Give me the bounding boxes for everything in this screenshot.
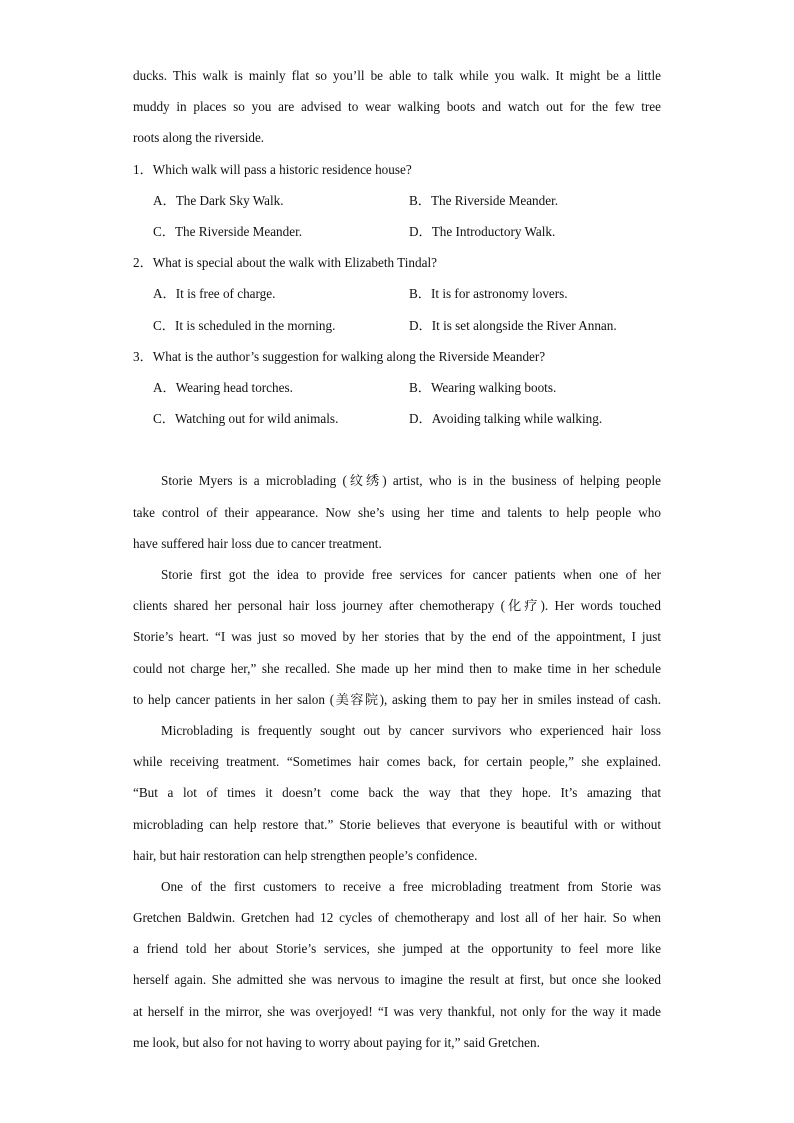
passage-paragraph-1 — [133, 465, 661, 559]
passage-paragraph-3 — [133, 715, 661, 871]
text-line: take control of their appearance. Now she’s using her time and talents to help people who — [133, 504, 661, 520]
option-b: B．Wearing walking boots. — [409, 379, 557, 395]
question-stem: 3．What is the author’s suggestion for walking along the Riverside Meander? — [133, 348, 546, 364]
text-line: One of the first customers to receive a free microblading treatment from Storie was — [161, 878, 661, 894]
text-line: roots along the riverside. — [133, 130, 265, 146]
question-3 — [133, 341, 661, 435]
section-gap — [133, 434, 661, 465]
option-d: D．It is set alongside the River Annan. — [409, 317, 617, 333]
text-line: clients shared her personal hair loss journey after chemotherapy (化疗). Her words touched — [133, 598, 661, 614]
options-row — [133, 216, 661, 247]
option-c: C．The Riverside Meander. — [153, 223, 303, 239]
text-line: while receiving treatment. “Sometimes hair comes back, for certain people,” she explained. — [133, 754, 661, 770]
option-b: B．It is for astronomy lovers. — [409, 286, 568, 302]
option-d: D．Avoiding talking while walking. — [409, 411, 603, 427]
options-row — [133, 310, 661, 341]
options-row — [133, 278, 661, 309]
text-line: have suffered hair loss due to cancer treatment. — [133, 535, 382, 551]
question-2 — [133, 247, 661, 341]
option-d: D．The Introductory Walk. — [409, 223, 556, 239]
text-line: ducks. This walk is mainly flat so you’ll be able to talk while you walk. It might be a little — [133, 68, 661, 83]
option-a: A．Wearing head torches. — [153, 379, 293, 395]
text-line: me look, but also for not having to worry about paying for it,” said Gretchen. — [133, 1034, 540, 1050]
document-page — [133, 60, 661, 1058]
options-row — [133, 372, 661, 403]
text-line: herself again. She admitted she was nervous to imagine the result at first, but once she looked — [133, 972, 661, 988]
text-line: “But a lot of times it doesn’t come back the way that they hope. It’s amazing that — [133, 785, 661, 801]
text-line: Microblading is frequently sought out by cancer survivors who experienced hair loss — [161, 722, 661, 738]
option-a: A．It is free of charge. — [153, 286, 276, 302]
question-stem: 1．Which walk will pass a historic residence house? — [133, 161, 412, 177]
options-row — [133, 403, 661, 434]
text-line: Storie Myers is a microblading (纹绣) artist, who is in the business of helping people — [161, 473, 661, 489]
option-c: C．It is scheduled in the morning. — [153, 317, 336, 333]
text-line: Gretchen Baldwin. Gretchen had 12 cycles of chemotherapy and lost all of her hair. So when — [133, 910, 661, 926]
passage-paragraph-2 — [133, 559, 661, 715]
option-b: B．The Riverside Meander. — [409, 192, 559, 208]
question-1 — [133, 154, 661, 248]
passage-paragraph-4 — [133, 871, 661, 1058]
intro-paragraph — [133, 60, 661, 154]
text-line: microblading can help restore that.” Storie believes that everyone is beautiful with or without — [133, 816, 661, 832]
text-line: at herself in the mirror, she was overjoyed! “I was very thankful, not only for the way it made — [133, 1003, 661, 1019]
text-line: Storie’s heart. “I was just so moved by her stories that by the end of the appointment, I just — [133, 629, 661, 645]
text-line: could not charge her,” she recalled. She made up her mind then to make time in her schedule — [133, 660, 661, 676]
text-line: hair, but hair restoration can help strengthen people’s confidence. — [133, 847, 478, 863]
question-stem: 2．What is special about the walk with Elizabeth Tindal? — [133, 255, 437, 271]
text-line: to help cancer patients in her salon (美容院), asking them to pay her in smiles instead of cash. — [133, 691, 661, 707]
option-a: A．The Dark Sky Walk. — [153, 192, 284, 208]
options-row — [133, 185, 661, 216]
text-line: muddy in places so you are advised to wear walking boots and watch out for the few tree — [133, 99, 661, 115]
text-line: Storie first got the idea to provide free services for cancer patients when one of her — [161, 567, 661, 582]
text-line: a friend told her about Storie’s services, she jumped at the opportunity to feel more like — [133, 941, 661, 957]
option-c: C．Watching out for wild animals. — [153, 411, 339, 427]
